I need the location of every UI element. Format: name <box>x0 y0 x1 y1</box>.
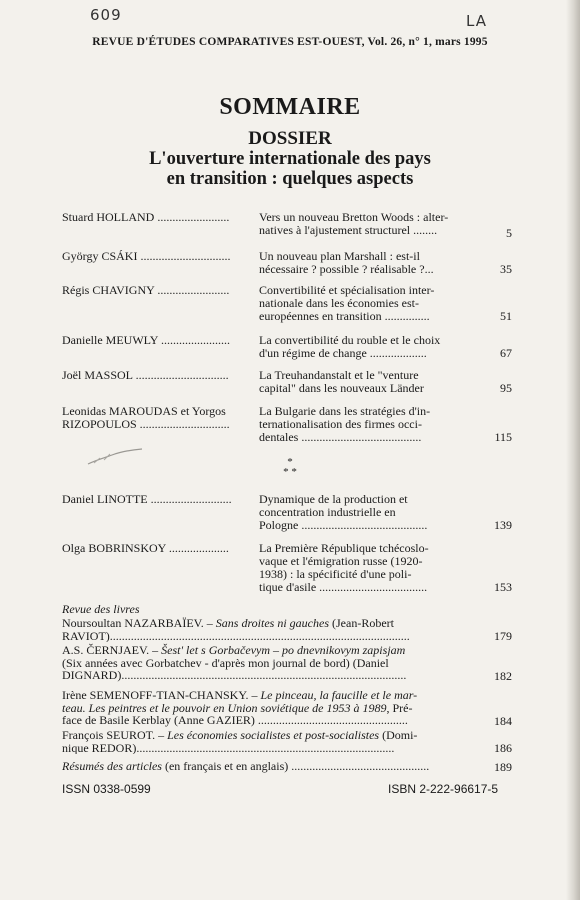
book-review <box>62 729 512 754</box>
review-book-title: Les économies socialistes et post-socialistes <box>167 728 380 742</box>
dossier-theme <box>0 149 580 189</box>
review-page: 182 <box>494 668 512 683</box>
article-line: vaque et l'émigration russe (1920- <box>259 554 423 568</box>
entry-article <box>259 542 451 594</box>
review-line: nique REDOR)...................................................................................... <box>62 741 395 754</box>
review-reviewer: (Domi- <box>379 728 418 742</box>
entry-page: 153 <box>494 580 512 594</box>
theme-line: en transition : quelques aspects <box>166 169 414 189</box>
isbn: ISBN 2-222-96617-5 <box>388 782 499 796</box>
article-line: Convertibilité et spécialisation inter- <box>259 283 435 297</box>
entry-author: Joël MASSOL ............................... <box>62 368 229 382</box>
article-line: La Première République tchécoslo- <box>259 541 429 555</box>
review-line <box>62 644 454 657</box>
review-page: 189 <box>494 759 512 774</box>
review-line <box>62 702 454 715</box>
theme-line: L'ouverture internationale des pays <box>149 149 431 169</box>
issn: ISSN 0338-0599 <box>62 782 151 796</box>
section-separator: * * <box>283 466 297 478</box>
entry-article <box>259 493 451 532</box>
toc-entry <box>62 405 512 445</box>
toc-entry <box>62 493 512 533</box>
review-author: Irène SEMENOFF-TIAN-CHANSKY. – <box>62 688 261 702</box>
entry-article <box>259 250 451 276</box>
review-line: (Six années avec Gorbatchev - d'après mon journal de bord) (Daniel <box>62 655 389 670</box>
dossier-heading: DOSSIER <box>248 128 332 149</box>
toc-entry <box>62 250 512 278</box>
article-line: 1938) : la spécificité d'une poli- <box>259 567 412 581</box>
entry-page: 139 <box>494 518 512 532</box>
entry-article <box>259 334 451 360</box>
toc-entry <box>62 334 512 362</box>
entry-article <box>259 211 451 237</box>
article-line: Pologne .......................................... <box>259 518 428 532</box>
review-page: 184 <box>494 713 512 728</box>
review-author: Noursoultan NAZARBAÏEV. – <box>62 616 216 630</box>
entry-author: Stuard HOLLAND ........................ <box>62 210 230 224</box>
article-line: ternationalisation des firmes occi- <box>259 417 422 431</box>
review-book-title: Sans droites ni gauches <box>215 616 329 630</box>
article-line: Un nouveau plan Marshall : est-il <box>259 249 420 263</box>
entry-page: 115 <box>494 430 512 444</box>
entry-article <box>259 284 451 323</box>
review-book-title: Le pinceau, la faucille et le mar- <box>260 688 418 702</box>
review-author: A.S. ČERNJAEV. – <box>62 643 162 657</box>
entry-author: Daniel LINOTTE ........................... <box>62 492 232 506</box>
toc-entry <box>62 369 512 397</box>
review-page: 179 <box>494 628 512 643</box>
toc-entry <box>62 284 512 324</box>
article-line: dentales ........................................ <box>259 430 422 444</box>
review-book-title: Šest' let s Gorbačevym – po dnevnikovym zapisjam <box>161 643 406 657</box>
entry-article <box>259 369 451 395</box>
book-review <box>62 760 512 773</box>
article-line: La Treuhandanstalt et le "venture <box>259 368 419 382</box>
entry-author: György CSÁKI .............................. <box>62 249 231 263</box>
article-line: capital" dans les nouveaux Länder <box>259 381 424 395</box>
article-line: natives à l'ajustement structurel ........ <box>259 223 438 237</box>
review-text: , Pré- <box>386 700 413 715</box>
entry-article <box>259 405 451 444</box>
article-line: La convertibilité du rouble et le choix <box>259 333 441 347</box>
review-line <box>62 729 454 742</box>
article-line: d'un régime de change ................... <box>259 346 427 360</box>
handwritten-number: 609 <box>90 6 122 24</box>
review-line: RAVIOT).................................................................................................... <box>62 629 410 642</box>
entry-page: 95 <box>500 381 512 395</box>
entry-author: Danielle MEUWLY ....................... <box>62 333 230 347</box>
entry-page: 5 <box>506 226 512 240</box>
section-separator: * <box>287 456 293 468</box>
journal-header: REVUE D'ÉTUDES COMPARATIVES EST-OUEST, Vol. 26, n° 1, mars 1995 <box>92 36 488 48</box>
review-reviewer: (Jean-Robert <box>329 616 394 630</box>
entry-author: Olga BOBRINSKOY .................... <box>62 541 229 555</box>
article-line: La Bulgarie dans les stratégies d'in- <box>259 404 431 418</box>
review-author: François SEUROT. – <box>62 728 168 742</box>
summaries-title: Résumés des articles <box>62 760 162 773</box>
review-line: face de Basile Kerblay (Anne GAZIER) .................................................. <box>62 714 408 727</box>
article-line: européennes en transition ............... <box>259 309 430 323</box>
handwritten-initials: LA <box>466 12 487 30</box>
summaries-text: (en français et en anglais) .............................................. <box>161 760 430 773</box>
book-review <box>62 617 512 642</box>
review-line <box>62 617 454 630</box>
toc-entry <box>62 542 512 595</box>
review-book-title: teau. Les peintres et le pouvoir en Union soviétique de 1953 à 1989 <box>62 700 387 715</box>
article-line: tique d'asile .................................... <box>259 580 428 594</box>
page-title: SOMMAIRE <box>219 94 361 120</box>
review-line <box>62 760 454 773</box>
toc-entry <box>62 211 512 239</box>
article-line: nécessaire ? possible ? réalisable ?... <box>259 262 434 276</box>
entry-author: Régis CHAVIGNY ........................ <box>62 283 230 297</box>
book-review <box>62 644 512 682</box>
entry-page: 51 <box>500 309 512 323</box>
review-line: DIGNARD)............................................................................................... <box>62 669 407 682</box>
entry-page: 67 <box>500 346 512 360</box>
article-line: Dynamique de la production et <box>259 492 408 506</box>
entry-author: Leonidas MAROUDAS et Yorgos RIZOPOULOS .............................. <box>62 404 230 431</box>
entry-page: 35 <box>500 262 512 276</box>
article-line: nationale dans les économies est- <box>259 296 419 310</box>
article-line: Vers un nouveau Bretton Woods : alter- <box>259 210 449 224</box>
article-line: concentration industrielle en <box>259 505 396 519</box>
reviews-heading: Revue des livres <box>62 602 140 616</box>
review-page: 186 <box>494 740 512 755</box>
book-review <box>62 689 512 727</box>
